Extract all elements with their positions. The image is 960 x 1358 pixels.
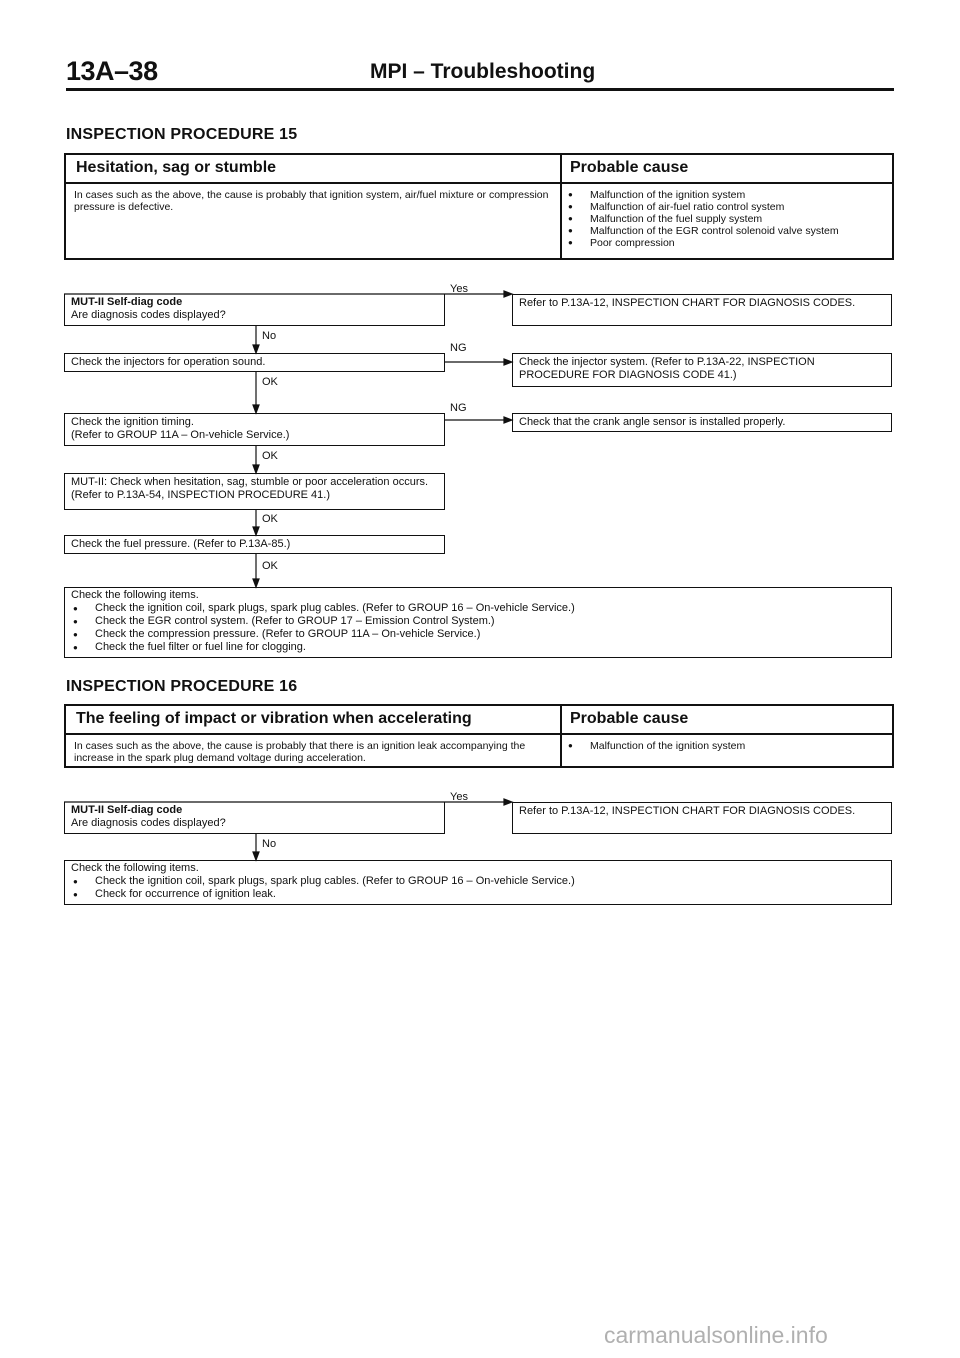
cause-item: ● Malfunction of the ignition system xyxy=(566,189,886,201)
symptom-description: In cases such as the above, the cause is probably that ignition system, air/fuel mixture or compression pressure is defective. xyxy=(74,189,549,213)
crank-sensor-text: Check that the crank angle sensor is installed properly. xyxy=(519,416,786,428)
procedure-16-title: INSPECTION PROCEDURE 16 xyxy=(66,678,298,695)
final-check-item: ● Check the compression pressure. (Refer to GROUP 11A – On-vehicle Service.) xyxy=(71,628,885,641)
ok-label: OK xyxy=(262,376,278,388)
refer-chart-text: Refer to P.13A-12, INSPECTION CHART FOR DIAGNOSIS CODES. xyxy=(519,297,856,309)
watermark: carmanualsonline.info xyxy=(604,1322,828,1348)
ok-label: OK xyxy=(262,560,278,572)
cause-item: ● Malfunction of air-fuel ratio control system xyxy=(566,201,886,213)
ng-label-injectors: NG xyxy=(450,342,467,354)
cause-item: ● Malfunction of the fuel supply system xyxy=(566,213,886,225)
ok-label: OK xyxy=(262,450,278,462)
mut-self-diag-question: Are diagnosis codes displayed? xyxy=(71,309,226,321)
page-number: 13A–38 xyxy=(66,56,158,86)
fuel-pressure-text: Check the fuel pressure. (Refer to P.13A-85.) xyxy=(71,538,291,550)
no-label: No xyxy=(262,838,277,850)
mut-self-diag-box xyxy=(64,802,445,834)
ng-label-timing: NG xyxy=(450,402,467,414)
final-checks-list xyxy=(71,875,885,901)
final-check-item: ● Check the EGR control system. (Refer to GROUP 17 – Emission Control System.) xyxy=(71,615,885,628)
symptom-description: In cases such as the above, the cause is probably that there is an ignition leak accompanying the increase in the spark plug demand voltage during acceleration. xyxy=(74,740,526,764)
final-checks-box xyxy=(64,860,892,905)
yes-label: Yes xyxy=(450,283,468,295)
mut-hesitation-text: MUT-II: Check when hesitation, sag, stumble or poor acceleration occurs. (Refer to P.13A-54, INSPECTION PROCEDURE 41.) xyxy=(71,476,429,501)
page-title: MPI – Troubleshooting xyxy=(370,60,596,83)
final-check-item: ● Check for occurrence of ignition leak. xyxy=(71,888,885,901)
cause-title: Probable cause xyxy=(570,710,689,727)
yes-label: Yes xyxy=(450,791,468,803)
final-check-item: ● Check the ignition coil, spark plugs, spark plug cables. (Refer to GROUP 16 – On-vehicle Service.) xyxy=(71,602,885,615)
cause-item: ● Malfunction of the ignition system xyxy=(566,740,886,752)
final-check-item: ● Check the ignition coil, spark plugs, spark plug cables. (Refer to GROUP 16 – On-vehicle Service.) xyxy=(71,875,885,888)
final-check-item: ● Check the fuel filter or fuel line for clogging. xyxy=(71,641,885,654)
mut-self-diag-question: Are diagnosis codes displayed? xyxy=(71,817,226,829)
refer-chart-text: Refer to P.13A-12, INSPECTION CHART FOR DIAGNOSIS CODES. xyxy=(519,805,856,817)
no-label: No xyxy=(262,330,277,342)
symptom-title: The feeling of impact or vibration when accelerating xyxy=(76,710,472,727)
refer-chart-box xyxy=(512,802,892,834)
ok-label: OK xyxy=(262,513,278,525)
injector-system-text: Check the injector system. (Refer to P.13A-22, INSPECTION PROCEDURE FOR DIAGNOSIS CODE 41.) xyxy=(519,356,815,381)
final-checks-intro: Check the following items. xyxy=(71,862,199,874)
injector-check-text: Check the injectors for operation sound. xyxy=(71,356,266,368)
final-checks-intro: Check the following items. xyxy=(71,589,199,601)
cause-item: ● Malfunction of the EGR control solenoid valve system xyxy=(566,225,886,237)
cause-title: Probable cause xyxy=(570,159,689,176)
mut-self-diag-title: MUT-II Self-diag code xyxy=(71,296,183,308)
procedure-15-title: INSPECTION PROCEDURE 15 xyxy=(66,126,298,143)
symptom-title: Hesitation, sag or stumble xyxy=(76,159,277,176)
cause-item: ● Poor compression xyxy=(566,237,886,249)
mut-self-diag-title: MUT-II Self-diag code xyxy=(71,804,183,816)
ignition-timing-line1: Check the ignition timing. xyxy=(71,416,194,428)
ignition-timing-line2: (Refer to GROUP 11A – On-vehicle Service.) xyxy=(71,429,290,441)
